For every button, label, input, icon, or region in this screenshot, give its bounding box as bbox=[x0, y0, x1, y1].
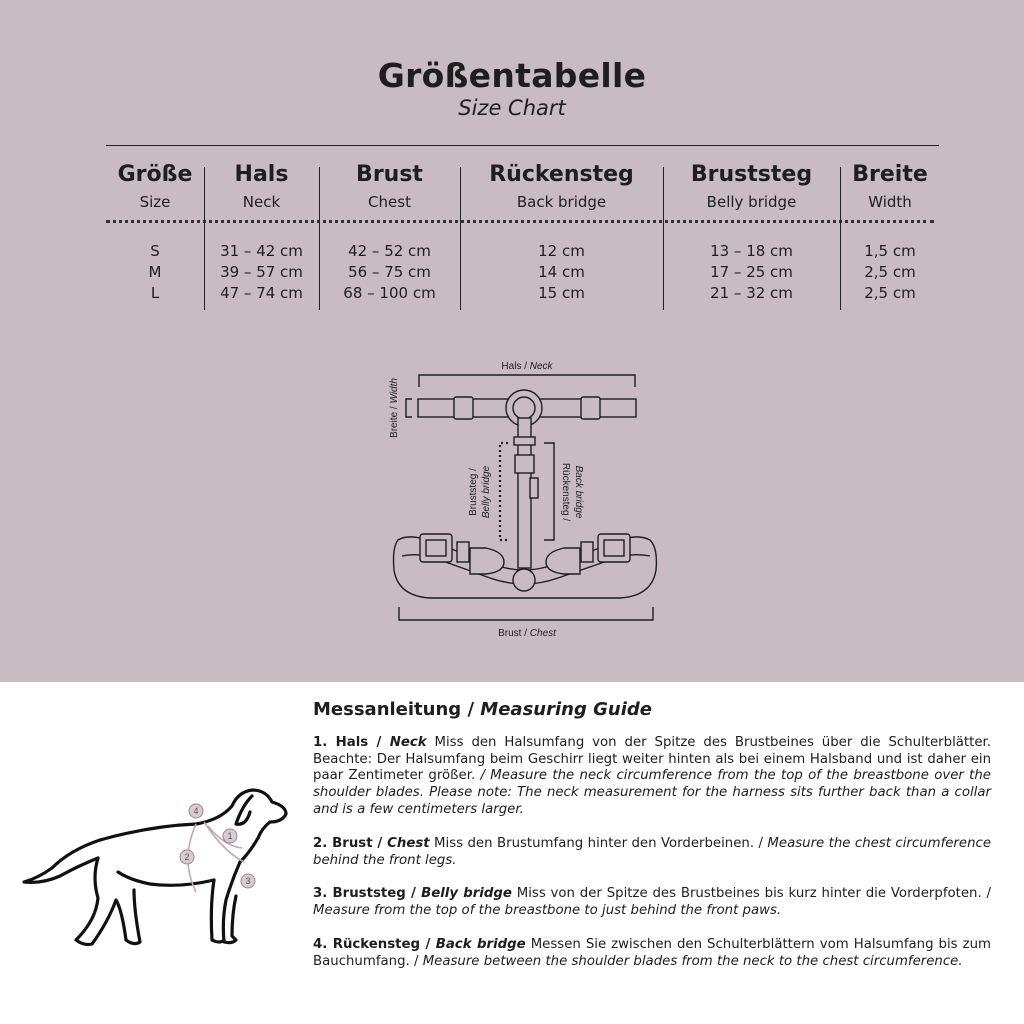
column-chest bbox=[319, 160, 460, 310]
cell: 15 cm bbox=[538, 284, 585, 302]
cell: 2,5 cm bbox=[864, 263, 916, 281]
cell: 39 – 57 cm bbox=[220, 263, 303, 281]
chest-label-en: Chest bbox=[529, 628, 556, 639]
cell: 42 – 52 cm bbox=[348, 242, 431, 260]
column-header-en: Size bbox=[139, 193, 171, 211]
chart-title: Größentabelle bbox=[377, 56, 647, 95]
cell: S bbox=[150, 242, 160, 260]
neck-label-en: Neck bbox=[529, 361, 553, 372]
column-header-de: Größe bbox=[117, 162, 193, 187]
column-header-de: Brust bbox=[356, 162, 423, 187]
column-belly-bridge bbox=[663, 160, 840, 310]
back-label: Rückensteg / bbox=[560, 462, 571, 522]
cell: 31 – 42 cm bbox=[220, 242, 303, 260]
column-back-bridge bbox=[460, 160, 663, 310]
cell: 13 – 18 cm bbox=[710, 242, 793, 260]
cell: 14 cm bbox=[538, 263, 585, 281]
marker-label: 2 bbox=[184, 852, 190, 862]
guide-item-back-bridge: 4. Rückensteg / Back bridge Messen Sie zwischen den Schulterblättern vom Halsumfang bis zum Bauchumfang. / Measure between the shoulder blades from the neck to the chest circumference. bbox=[313, 936, 991, 969]
guide-item-chest: 2. Brust / Chest Miss den Brustumfang hinter den Vorderbeinen. / Measure the chest circumference behind the front legs. bbox=[313, 835, 991, 868]
guide-item-belly-bridge: 3. Bruststeg / Belly bridge Miss von der Spitze des Brustbeines bis kurz hinter die Vorderpfoten. / Measure from the top of the breastbone to just behind the front paws. bbox=[313, 886, 991, 919]
cell: 68 – 100 cm bbox=[343, 284, 436, 302]
marker-label: 3 bbox=[245, 876, 251, 886]
svg-text:Breite / Width bbox=[389, 378, 400, 438]
svg-text:Brust / Chest bbox=[498, 628, 557, 639]
cell: M bbox=[148, 263, 162, 281]
cell: 17 – 25 cm bbox=[710, 263, 793, 281]
header-rule bbox=[106, 145, 939, 146]
column-size bbox=[106, 160, 204, 310]
column-header-en: Chest bbox=[368, 193, 411, 211]
column-header-de: Rückensteg bbox=[489, 162, 634, 187]
neck-label: Hals / bbox=[501, 361, 530, 372]
marker-label: 1 bbox=[227, 831, 233, 841]
guide-title: Messanleitung / Measuring Guide bbox=[313, 699, 652, 720]
guide-item-neck: 1. Hals / Neck Miss den Halsumfang von der Spitze des Brustbeines über die Schulterblätter. Beachte: Der Halsumfang beim Geschirr liegt weiter hinten als bei einem Halsband und ist daher ein paar Zentimeter größer. / Measure the neck circumference from the top of the breastbone over the shoulder blades. Please note: The neck measurement for the harness sits further back than a collar and is a few centimeters larger. bbox=[313, 734, 991, 817]
cell: L bbox=[150, 284, 160, 302]
belly-label: Bruststeg / bbox=[468, 468, 479, 516]
cell: 12 cm bbox=[538, 242, 585, 260]
column-neck bbox=[204, 160, 319, 310]
dog-illustration bbox=[18, 782, 296, 958]
cell: 47 – 74 cm bbox=[220, 284, 303, 302]
column-header-en: Back bridge bbox=[516, 193, 607, 211]
width-label: Breite / bbox=[389, 403, 400, 438]
marker-label: 4 bbox=[193, 806, 199, 816]
column-header-en: Neck bbox=[242, 193, 281, 211]
column-header-en: Width bbox=[868, 193, 912, 211]
chart-subtitle: Size Chart bbox=[458, 96, 566, 120]
column-header-de: Breite bbox=[852, 162, 928, 187]
chest-label: Brust / bbox=[498, 628, 530, 639]
cell: 2,5 cm bbox=[864, 284, 916, 302]
column-width bbox=[840, 160, 940, 310]
harness-diagram bbox=[380, 355, 670, 655]
column-header-de: Hals bbox=[234, 162, 289, 187]
svg-text:Hals / Neck bbox=[501, 361, 553, 372]
back-label-en: Back bridge bbox=[573, 465, 584, 519]
column-header-en: Belly bridge bbox=[706, 193, 797, 211]
cell: 56 – 75 cm bbox=[348, 263, 431, 281]
column-header-de: Bruststeg bbox=[690, 162, 813, 187]
cell: 21 – 32 cm bbox=[710, 284, 793, 302]
cell: 1,5 cm bbox=[864, 242, 916, 260]
width-label-en: Width bbox=[389, 378, 400, 404]
measuring-guide bbox=[313, 699, 991, 988]
belly-label-en: Belly bridge bbox=[481, 465, 492, 519]
